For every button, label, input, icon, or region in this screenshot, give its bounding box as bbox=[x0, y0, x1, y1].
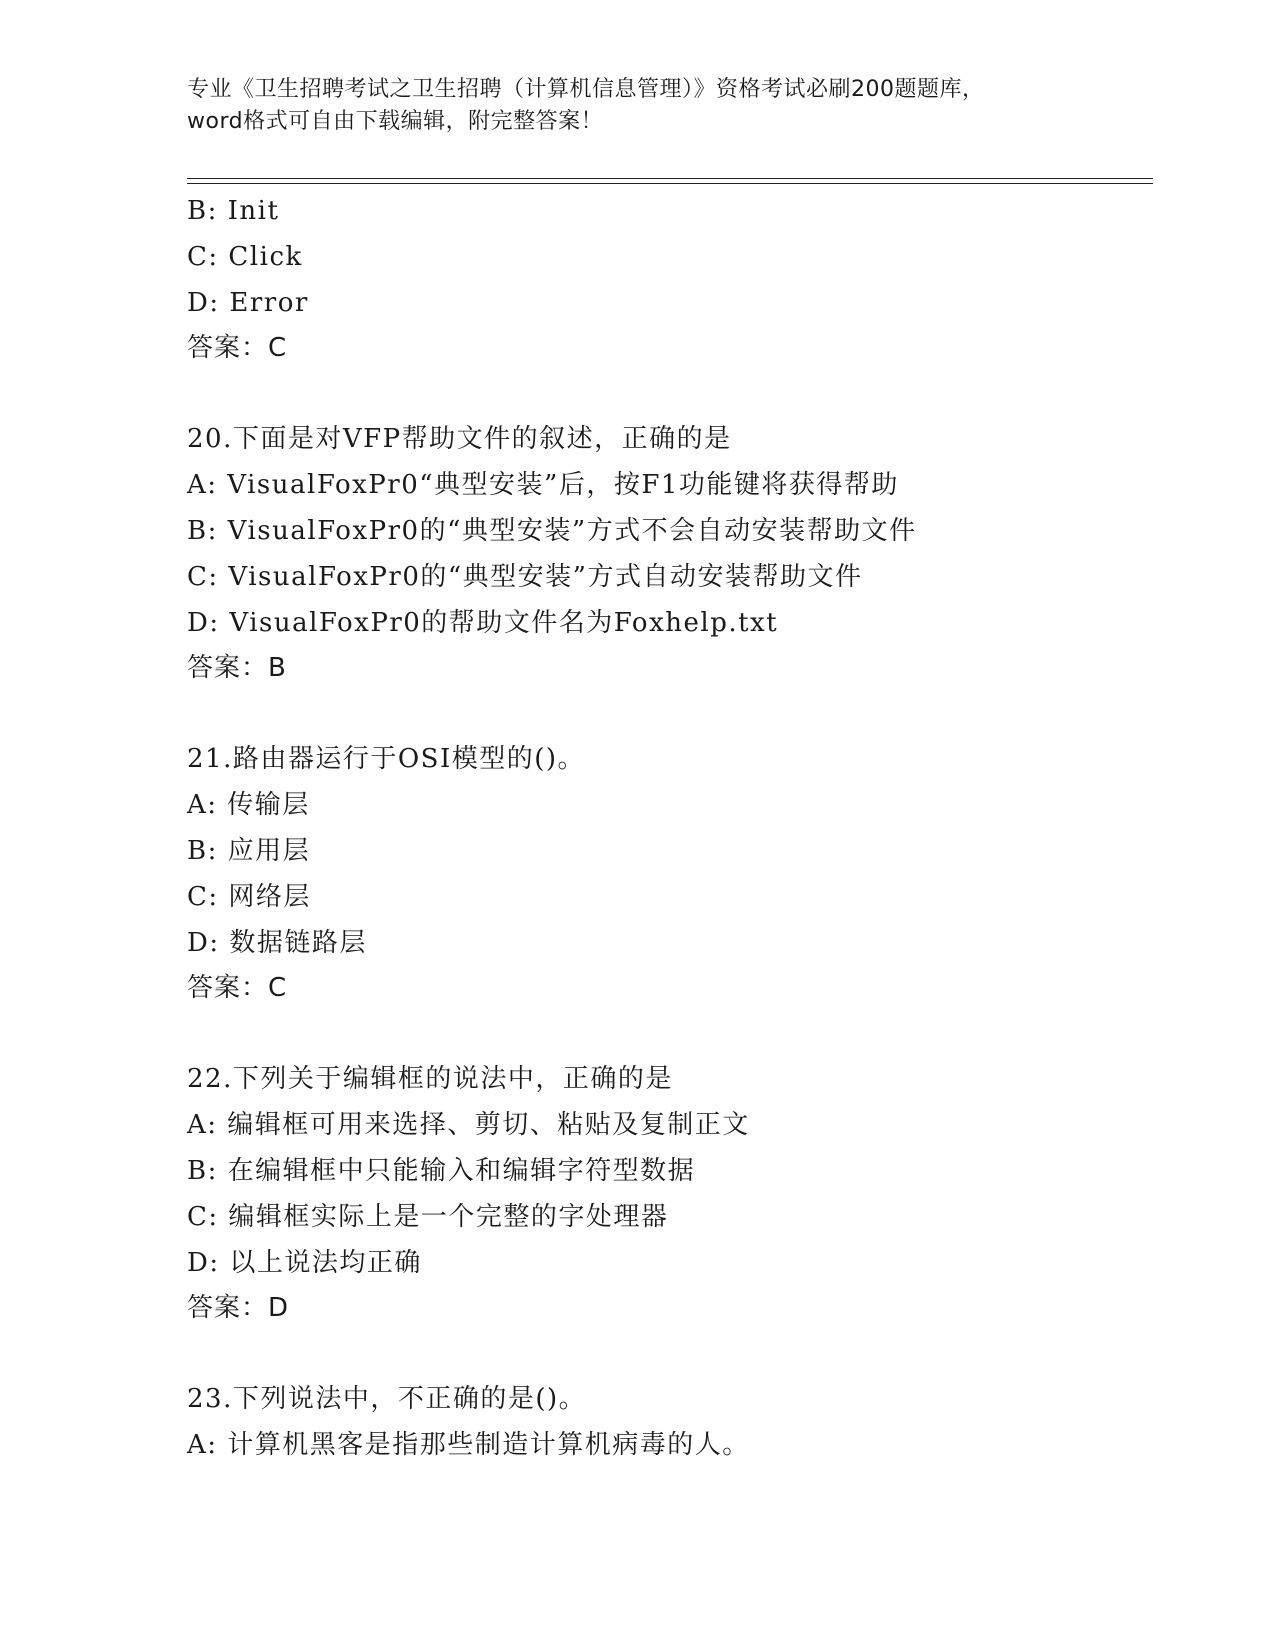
q22-option-d: D: 以上说法均正确 bbox=[187, 1248, 422, 1278]
document-header bbox=[187, 74, 1087, 138]
q19-answer: 答案：C bbox=[187, 333, 288, 363]
q20-answer: 答案：B bbox=[187, 653, 287, 683]
q22-option-a: A: 编辑框可用来选择、剪切、粘贴及复制正文 bbox=[187, 1110, 750, 1140]
q21-stem: 21.路由器运行于OSI模型的()。 bbox=[187, 744, 586, 774]
q20-option-d: D: VisualFoxPr0的帮助文件名为Foxhelp.txt bbox=[187, 608, 779, 638]
header-divider-top bbox=[187, 178, 1153, 179]
q20-option-b: B: VisualFoxPr0的“典型安装”方式不会自动安装帮助文件 bbox=[187, 516, 917, 546]
header-divider-bottom bbox=[187, 183, 1153, 184]
q21-option-b: B: 应用层 bbox=[187, 836, 311, 866]
q20-option-c: C: VisualFoxPr0的“典型安装”方式自动安装帮助文件 bbox=[187, 562, 863, 592]
q19-option-c: C: Click bbox=[187, 242, 303, 272]
header-title-line-1: 专业《卫生招聘考试之卫生招聘（计算机信息管理）》资格考试必刷200题题库， bbox=[187, 77, 985, 102]
header-title-line-2: word格式可自由下载编辑，附完整答案！ bbox=[187, 109, 604, 134]
q22-answer: 答案：D bbox=[187, 1293, 290, 1323]
q19-option-d: D: Error bbox=[187, 288, 309, 318]
q23-stem: 23.下列说法中，不正确的是()。 bbox=[187, 1384, 587, 1414]
q21-option-c: C: 网络层 bbox=[187, 882, 311, 912]
q22-option-b: B: 在编辑框中只能输入和编辑字符型数据 bbox=[187, 1156, 696, 1186]
q20-option-a: A: VisualFoxPr0“典型安装”后，按F1功能键将获得帮助 bbox=[187, 470, 899, 500]
q19-option-b: B: Init bbox=[187, 196, 280, 226]
q21-option-d: D: 数据链路层 bbox=[187, 928, 367, 958]
q22-option-c: C: 编辑框实际上是一个完整的字处理器 bbox=[187, 1202, 669, 1232]
q21-option-a: A: 传输层 bbox=[187, 790, 310, 820]
q22-stem: 22.下列关于编辑框的说法中，正确的是 bbox=[187, 1064, 673, 1094]
q23-option-a: A: 计算机黑客是指那些制造计算机病毒的人。 bbox=[187, 1430, 750, 1460]
q20-stem: 20.下面是对VFP帮助文件的叙述，正确的是 bbox=[187, 424, 732, 454]
q21-answer: 答案：C bbox=[187, 973, 288, 1003]
